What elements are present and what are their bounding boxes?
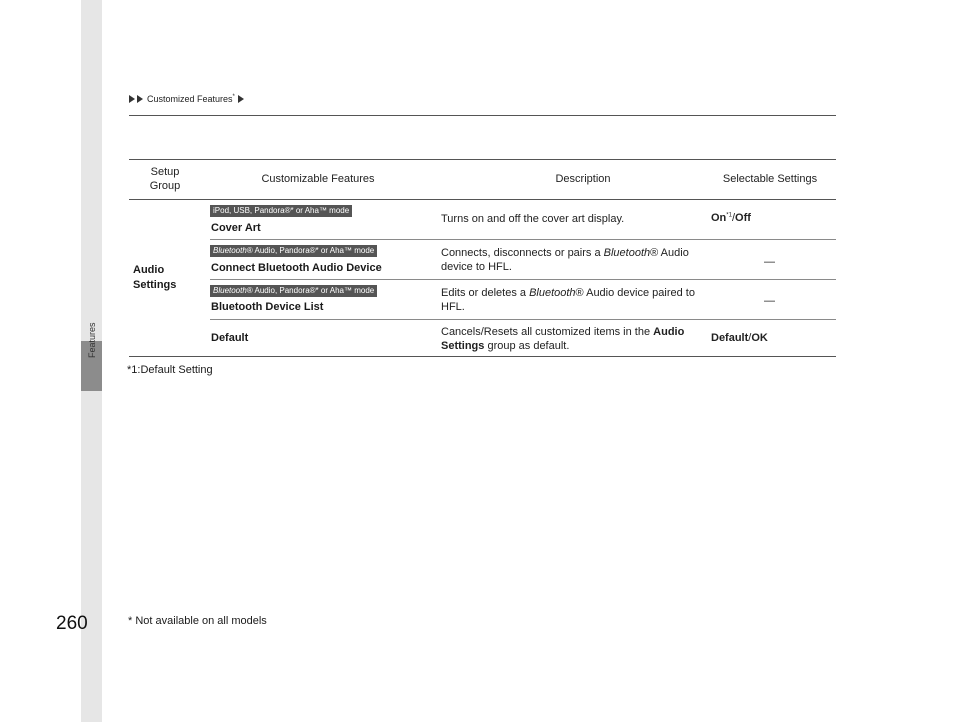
breadcrumb-arrow-icon — [238, 95, 244, 103]
mode-badge: Bluetooth® Audio, Pandora®* or Aha™ mode — [210, 245, 377, 257]
mode-badge: iPod, USB, Pandora®* or Aha™ mode — [210, 205, 352, 217]
feature-description: Edits or deletes a Bluetooth® Audio device paired to HFL. — [441, 287, 695, 313]
mode-badge: Bluetooth® Audio, Pandora®* or Aha™ mode — [210, 285, 377, 297]
feature-name: Cover Art — [211, 222, 261, 234]
col-header-settings: Selectable Settings — [722, 173, 818, 185]
feature-name: Bluetooth Device List — [211, 301, 324, 313]
col-header-description: Description — [555, 173, 611, 185]
feature-name: Connect Bluetooth Audio Device — [211, 262, 382, 274]
row-divider — [210, 239, 836, 240]
footnote: *1:Default Setting — [127, 364, 213, 376]
selectable-settings: — — [764, 295, 775, 307]
feature-description: Connects, disconnects or pairs a Bluetooth® Audio device to HFL. — [441, 247, 689, 273]
selectable-settings: On$^{*1}$/Off — [711, 212, 751, 224]
breadcrumb-arrow-icon — [129, 95, 135, 103]
col-header-group: Setup Group — [149, 166, 181, 192]
table-bottom-rule — [129, 356, 836, 357]
row-divider — [210, 319, 836, 320]
table-top-rule — [129, 159, 836, 160]
availability-note: * Not available on all models — [128, 615, 267, 627]
feature-name: Default — [211, 332, 249, 344]
page-number: 260 — [56, 613, 88, 634]
row-divider — [210, 279, 836, 280]
table-header-rule — [129, 199, 836, 200]
setup-group-label: Audio Settings — [133, 264, 177, 291]
feature-description: Turns on and off the cover art display. — [441, 213, 625, 225]
side-tab-label: Features — [87, 322, 97, 358]
selectable-settings: Default/OK — [711, 332, 768, 344]
header-divider — [129, 115, 836, 116]
feature-description: Cancels/Resets all customized items in the Audio Settings group as default. — [441, 326, 685, 352]
selectable-settings: — — [764, 256, 775, 268]
breadcrumb-text[interactable]: Customized Features* — [147, 94, 235, 104]
breadcrumb-arrow-icon — [137, 95, 143, 103]
breadcrumb — [129, 94, 246, 104]
col-header-features: Customizable Features — [261, 173, 375, 185]
